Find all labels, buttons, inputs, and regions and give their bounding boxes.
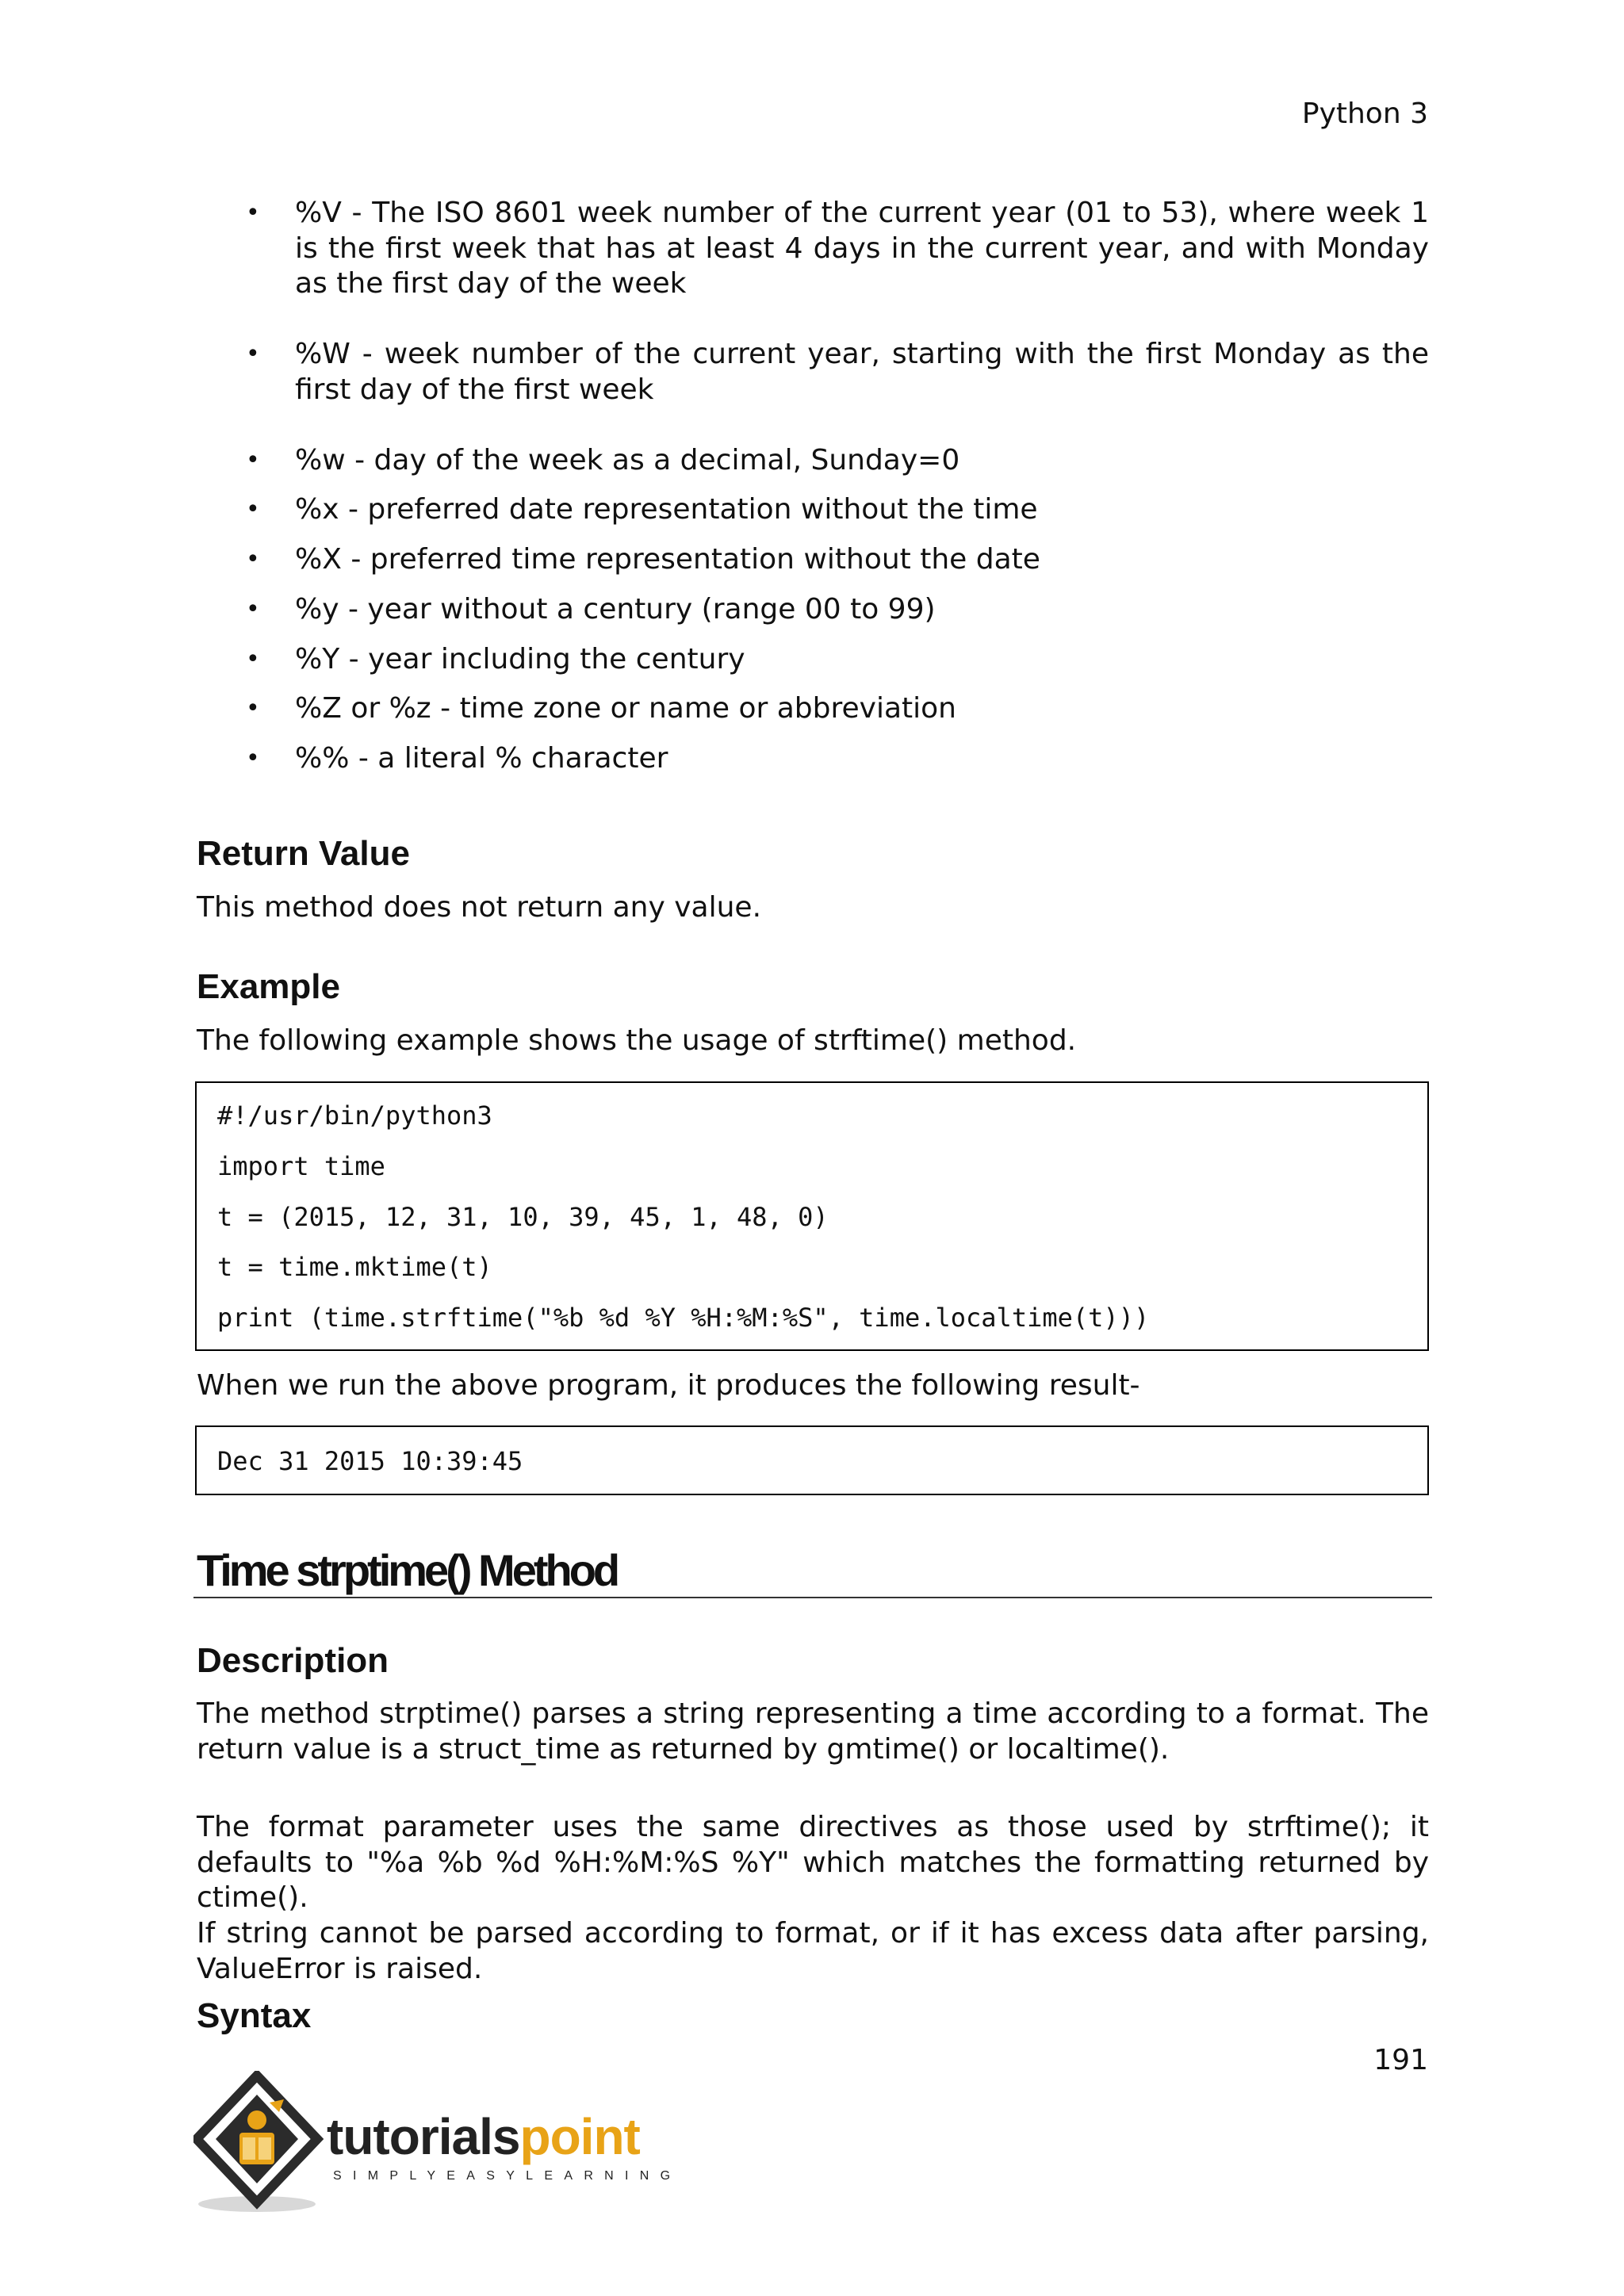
tutorialspoint-logo (193, 2071, 682, 2214)
code-line: t = time.mktime(t) (217, 1252, 492, 1282)
list-item: • %Y - year including the century (295, 642, 1429, 678)
syntax-heading: Syntax (197, 1996, 312, 2035)
running-header: Python 3 (1301, 98, 1428, 130)
list-item: • %W - week number of the current year, starting with the first Monday as the first day of the first week (295, 337, 1429, 408)
code-block (195, 1081, 1429, 1351)
list-item: • %V - The ISO 8601 week number of the current year (01 to 53), where week 1 is the first week that has at least 4 days in the current year, and with Monday as the first day of the week (295, 196, 1429, 302)
example-heading: Example (197, 967, 340, 1006)
output-block (195, 1425, 1429, 1495)
list-item: • %x - preferred date representation without the time (295, 492, 1429, 528)
code-line: #!/usr/bin/python3 (217, 1100, 492, 1131)
description-paragraph: The format parameter uses the same directives as those used by strftime(); it defaults to "%a %b %d %H:%M:%S %Y" which matches the formatting returned by ctime(). (197, 1811, 1429, 1914)
description-paragraph: If string cannot be parsed according to format, or if it has excess data after parsing, ValueError is raised. (197, 1917, 1429, 1985)
section-title: Time strptime() Method (197, 1545, 618, 1595)
list-item: • %w - day of the week as a decimal, Sunday=0 (295, 443, 1429, 479)
output-line: Dec 31 2015 10:39:45 (217, 1446, 523, 1476)
return-value-heading: Return Value (197, 834, 410, 873)
logo-emblem-icon (193, 2071, 336, 2214)
list-item: • %% - a literal % character (295, 741, 1429, 777)
description-heading: Description (197, 1641, 389, 1680)
code-line: import time (217, 1151, 385, 1181)
result-intro: When we run the above program, it produces the following result- (197, 1369, 1140, 1402)
list-item: • %Z or %z - time zone or name or abbreviation (295, 691, 1429, 727)
page-number: 191 (1373, 2044, 1428, 2076)
logo-wordmark (327, 2107, 640, 2166)
code-line: print (time.strftime("%b %d %Y %H:%M:%S", time.localtime(t))) (217, 1303, 1150, 1333)
code-line: t = (2015, 12, 31, 10, 39, 45, 1, 48, 0) (217, 1202, 829, 1232)
logo-word-tutorials: tutorials (327, 2108, 520, 2165)
logo-tagline: SIMPLYEASYLEARNING (333, 2169, 682, 2183)
return-value-text: This method does not return any value. (197, 891, 762, 924)
list-item: • %X - preferred time representation without the date (295, 542, 1429, 578)
list-item: • %y - year without a century (range 00 to 99) (295, 592, 1429, 628)
logo-word-point: point (519, 2108, 640, 2165)
example-intro: The following example shows the usage of strftime() method. (197, 1024, 1077, 1057)
description-paragraph: The method strptime() parses a string representing a time according to a format. The return value is a struct_time as returned by gmtime() or localtime(). (197, 1697, 1429, 1766)
section-title-rule (193, 1597, 1432, 1598)
